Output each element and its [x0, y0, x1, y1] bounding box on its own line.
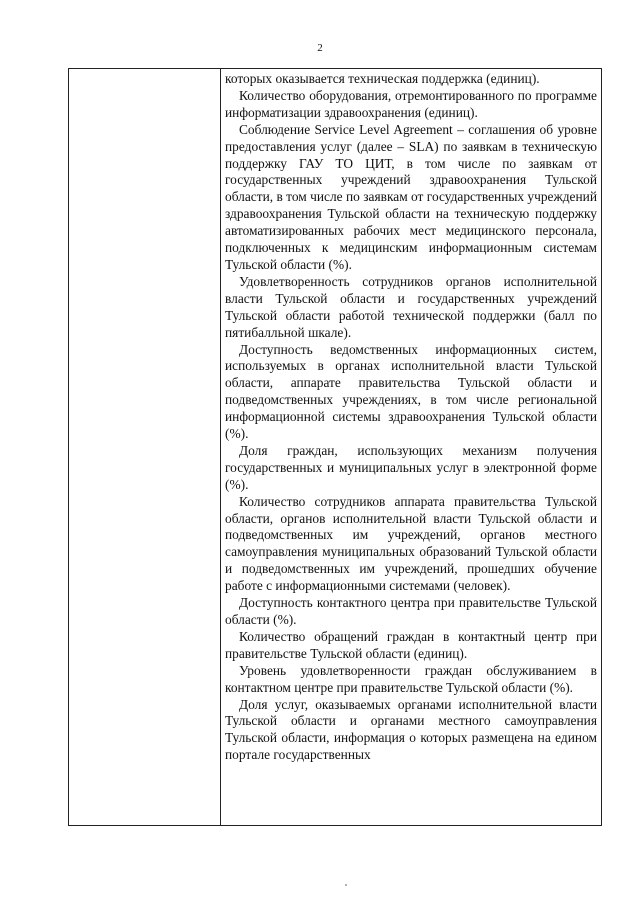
paragraph-sla-compliance: Соблюдение Service Level Agreement – соглашения об уровне предоставления услуг (далее – SLA) по заявкам в техническую поддержку ГАУ ТО ЦИТ, в том числе по заявкам от государственных учреждений здравоохранения Тульской области, в том числе по заявкам от государственных учреждений здравоохранения Тульской области на техническую поддержку автоматизированных рабочих мест медицинского персонала, подключенных к медицинским информационным системам Тульской области (%). [225, 121, 597, 272]
paragraph-staff-satisfaction: Удовлетворенность сотрудников органов исполнительной власти Тульской области и государственных учреждений Тульской области работой технической поддержки (балл по пятибалльной шкале). [225, 273, 597, 340]
paragraph-contact-center-requests: Количество обращений граждан в контактный центр при правительстве Тульской области (единиц). [225, 628, 597, 661]
document-table [68, 68, 602, 826]
paragraph-equipment-repaired: Количество оборудования, отремонтированного по программе информатизации здравоохранения (единиц). [225, 87, 597, 120]
table-left-cell [69, 69, 221, 825]
paragraph-contact-center-availability: Доступность контактного центра при правительстве Тульской области (%). [225, 595, 597, 627]
paragraph-systems-availability: Доступность ведомственных информационных систем, используемых в органах исполнительной власти Тульской области, аппарате правительства Тульской области и подведомственных учреждениях, в том числе региональной информационной системы здравоохранения Тульской области (%). [225, 341, 597, 442]
paragraph-contact-center-satisfaction: Уровень удовлетворенности граждан обслуживанием в контактном центре при правительстве Тульской области (%). [225, 662, 597, 695]
page-number: 2 [317, 42, 323, 54]
paragraph-continuation: которых оказывается техническая поддержка (единиц). [225, 71, 540, 86]
paragraph-trained-staff: Количество сотрудников аппарата правительства Тульской области, органов исполнительной власти Тульской области и подведомственных им учреждений, органов местного самоуправления муниципальных образований Тульской области и подведомственных им учреждений, прошедших обучение работе с информационными системами (человек). [225, 493, 597, 594]
scan-artifact-dot [345, 884, 347, 886]
table-right-cell [221, 69, 601, 764]
paragraph-electronic-services-share: Доля граждан, использующих механизм получения государственных и муниципальных услуг в электронной форме (%). [225, 442, 597, 492]
paragraph-portal-services-share: Доля услуг, оказываемых органами исполнительной власти Тульской области и органами местного самоуправления Тульской области, информация о которых размещена на едином портале государственных [225, 696, 597, 763]
